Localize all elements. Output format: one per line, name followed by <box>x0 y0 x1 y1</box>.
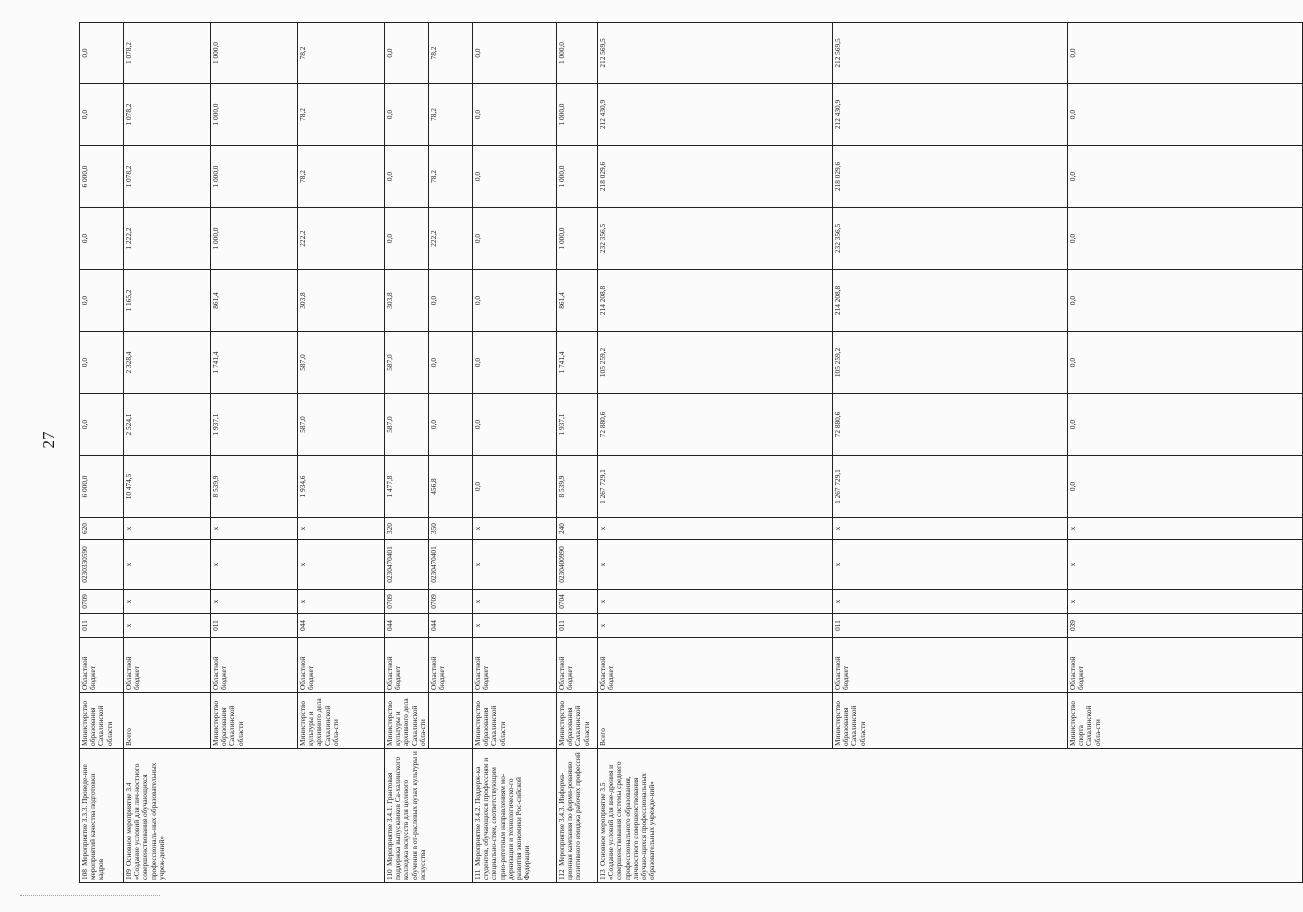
amount-cell: 72 880,6 <box>833 394 1068 456</box>
amount-cell: 0,0 <box>429 394 473 456</box>
funding-source-cell: Областной бюджет <box>833 638 1068 693</box>
amount-cell: 212 430,9 <box>598 84 833 146</box>
amount-cell: 1 000,0 <box>557 208 598 270</box>
row-number: 110 <box>385 869 394 880</box>
row-number: 112 <box>557 869 566 880</box>
grbs-code-cell: x <box>598 614 833 638</box>
amount-cell: 78,2 <box>298 146 385 208</box>
amount-cell: 587,0 <box>298 332 385 394</box>
csr-code-cell: x <box>298 540 385 590</box>
amount-cell: 6 000,0 <box>80 146 124 208</box>
rzpr-code-cell: 0704 <box>557 590 598 614</box>
amount-cell: 0,0 <box>473 208 557 270</box>
amount-cell: 218 029,6 <box>833 146 1068 208</box>
amount-cell: 78,2 <box>298 84 385 146</box>
amount-cell: 1 078,2 <box>124 84 211 146</box>
measure-cell <box>80 749 124 883</box>
amount-cell: 0,0 <box>1068 456 1303 518</box>
amount-cell: 0,0 <box>80 332 124 394</box>
grbs-code-cell: 044 <box>298 614 385 638</box>
measure-cell <box>598 749 1303 883</box>
amount-cell: 0,0 <box>385 208 429 270</box>
amount-cell: 1 934,6 <box>298 456 385 518</box>
amount-cell: 0,0 <box>1068 332 1303 394</box>
amount-cell: 1 477,8 <box>385 456 429 518</box>
executor-cell: Всего <box>124 693 211 749</box>
amount-cell: 456,8 <box>429 456 473 518</box>
amount-cell: 0,0 <box>473 146 557 208</box>
amount-cell: 0,0 <box>473 456 557 518</box>
vr-code-cell: 350 <box>429 518 473 540</box>
measure-name: Основное мероприятие 3.4 «Создание условий для лич-ностного совершенствования обучающихся профессиональ-ных образовательных учреж-дений» <box>124 762 166 880</box>
executor-cell: Министерство культуры и архивного дела Сахалинской обла-сти <box>298 693 385 749</box>
csr-code-cell: 0230330590 <box>80 540 124 590</box>
row-number: 109 <box>124 869 133 880</box>
amount-cell: 0,0 <box>80 84 124 146</box>
row-number: 108 <box>80 869 89 880</box>
amount-cell: 8 539,9 <box>211 456 298 518</box>
vr-code-cell: x <box>1068 518 1303 540</box>
rzpr-code-cell: x <box>833 590 1068 614</box>
amount-cell: 0,0 <box>429 270 473 332</box>
amount-cell: 78,2 <box>298 23 385 84</box>
vr-code-cell: x <box>124 518 211 540</box>
executor-cell: Министерство образования Сахалинской области <box>557 693 598 749</box>
amount-cell: 0,0 <box>1068 270 1303 332</box>
amount-cell: 1 267 729,1 <box>833 456 1068 518</box>
amount-cell: 303,8 <box>298 270 385 332</box>
amount-cell: 212 569,5 <box>598 23 833 84</box>
measure-cell <box>473 749 557 883</box>
amount-cell: 218 029,6 <box>598 146 833 208</box>
amount-cell: 222,2 <box>298 208 385 270</box>
amount-cell: 0,0 <box>80 208 124 270</box>
csr-code-cell: x <box>124 540 211 590</box>
grbs-code-cell: 011 <box>80 614 124 638</box>
amount-cell: 587,0 <box>385 332 429 394</box>
measure-name: Мероприятие 3.3.3. Проведе-ние мероприятий качества подготовки кадров <box>80 764 106 880</box>
csr-code-cell: x <box>833 540 1068 590</box>
csr-code-cell: 0230400990 <box>557 540 598 590</box>
amount-cell: 1 000,0 <box>557 84 598 146</box>
amount-cell: 105 259,2 <box>833 332 1068 394</box>
amount-cell: 0,0 <box>1068 208 1303 270</box>
amount-cell: 0,0 <box>385 23 429 84</box>
amount-cell: 1 078,2 <box>124 146 211 208</box>
amount-cell: 587,0 <box>298 394 385 456</box>
rzpr-code-cell: 0709 <box>385 590 429 614</box>
amount-cell: 0,0 <box>473 332 557 394</box>
funding-source-cell: Областной бюджет <box>298 638 385 693</box>
vr-code-cell: 320 <box>385 518 429 540</box>
csr-code-cell: 0230470401 <box>429 540 473 590</box>
grbs-code-cell: x <box>473 614 557 638</box>
amount-cell: 587,0 <box>385 394 429 456</box>
funding-source-cell: Областной бюджет <box>473 638 557 693</box>
amount-cell: 1 000,0 <box>557 23 598 84</box>
amount-cell: 214 208,8 <box>833 270 1068 332</box>
row-number: 113 <box>598 869 607 880</box>
page-number: 27 <box>39 431 58 449</box>
measure-name: Мероприятие 3.4.2. Поддерж-ка студентов, обучающихся профессиям и специально-стям, соответствующим прио-ритетным направлениям мо-дернизации и технологическо-го развития экономики Рос-сийской Федерации <box>473 757 532 880</box>
amount-cell: 72 880,6 <box>598 394 833 456</box>
budget-table <box>79 22 1303 883</box>
rzpr-code-cell: x <box>211 590 298 614</box>
grbs-code-cell: 011 <box>833 614 1068 638</box>
table-row <box>598 23 833 883</box>
amount-cell: 1 741,4 <box>211 332 298 394</box>
amount-cell: 1 000,0 <box>211 146 298 208</box>
amount-cell: 1 000,0 <box>211 84 298 146</box>
table-row <box>473 23 557 883</box>
amount-cell: 212 430,9 <box>833 84 1068 146</box>
rzpr-code-cell: x <box>298 590 385 614</box>
csr-code-cell: x <box>598 540 833 590</box>
vr-code-cell: 240 <box>557 518 598 540</box>
grbs-code-cell: 011 <box>557 614 598 638</box>
measure-name: Мероприятие 3.4.3. Информа-ционная кампания по форми-рованию позитивного имиджа рабочих профессий <box>557 752 583 880</box>
amount-cell: 78,2 <box>429 84 473 146</box>
vr-code-cell: x <box>211 518 298 540</box>
funding-source-cell: Областной бюджет <box>1068 638 1303 693</box>
funding-source-cell: Областной бюджет <box>557 638 598 693</box>
amount-cell: 303,8 <box>385 270 429 332</box>
grbs-code-cell: x <box>124 614 211 638</box>
executor-cell: Министерство образования Сахалинской области <box>211 693 298 749</box>
rzpr-code-cell: x <box>1068 590 1303 614</box>
page-bottom-rule <box>20 895 160 896</box>
table-row <box>124 23 211 883</box>
amount-cell: 232 356,5 <box>833 208 1068 270</box>
amount-cell: 214 208,8 <box>598 270 833 332</box>
measure-name: Основное мероприятие 3.5 «Создание условий для вне-дрения и совершенствования системы среднего профессионального образования, личностного совершенствования обучаю-щихся профессиональных образовательных учрежде-ний» <box>598 761 657 880</box>
amount-cell: 1 937,1 <box>557 394 598 456</box>
csr-code-cell: 0230470401 <box>385 540 429 590</box>
executor-cell: Всего <box>598 693 833 749</box>
grbs-code-cell: 044 <box>429 614 473 638</box>
vr-code-cell: x <box>473 518 557 540</box>
amount-cell: 0,0 <box>1068 146 1303 208</box>
table-row <box>557 23 598 883</box>
amount-cell: 1 937,1 <box>211 394 298 456</box>
executor-cell: Министерство образования Сахалинской области <box>473 693 557 749</box>
measure-cell <box>124 749 385 883</box>
csr-code-cell: x <box>473 540 557 590</box>
amount-cell: 222,2 <box>429 208 473 270</box>
amount-cell: 0,0 <box>473 23 557 84</box>
funding-source-cell: Областной бюджет <box>211 638 298 693</box>
budget-table-sheet <box>79 23 1102 883</box>
amount-cell: 861,4 <box>211 270 298 332</box>
vr-code-cell: x <box>833 518 1068 540</box>
amount-cell: 0,0 <box>473 270 557 332</box>
amount-cell: 1 222,2 <box>124 208 211 270</box>
grbs-code-cell: 011 <box>211 614 298 638</box>
funding-source-cell: Областной бюджет <box>80 638 124 693</box>
amount-cell: 0,0 <box>80 394 124 456</box>
rzpr-code-cell: x <box>124 590 211 614</box>
amount-cell: 0,0 <box>429 332 473 394</box>
funding-source-cell: Областной бюджет <box>385 638 429 693</box>
rzpr-code-cell: 0709 <box>429 590 473 614</box>
amount-cell: 0,0 <box>473 394 557 456</box>
amount-cell: 232 356,5 <box>598 208 833 270</box>
amount-cell: 1 000,0 <box>557 146 598 208</box>
measure-cell <box>385 749 473 883</box>
amount-cell: 0,0 <box>385 84 429 146</box>
amount-cell: 212 569,5 <box>833 23 1068 84</box>
vr-code-cell: x <box>298 518 385 540</box>
amount-cell: 1 741,4 <box>557 332 598 394</box>
amount-cell: 78,2 <box>429 146 473 208</box>
csr-code-cell: x <box>1068 540 1303 590</box>
amount-cell: 861,4 <box>557 270 598 332</box>
amount-cell: 0,0 <box>473 84 557 146</box>
funding-source-cell: Областной бюджет <box>598 638 833 693</box>
executor-cell: Министерство образования Сахалинской области <box>833 693 1068 749</box>
rzpr-code-cell: x <box>473 590 557 614</box>
amount-cell: 0,0 <box>385 146 429 208</box>
funding-source-cell: Областной бюджет <box>124 638 211 693</box>
amount-cell: 105 259,2 <box>598 332 833 394</box>
amount-cell: 0,0 <box>1068 84 1303 146</box>
amount-cell: 2 524,1 <box>124 394 211 456</box>
executor-cell: Министерство культуры и архивного дела Сахалинской обла-сти <box>385 693 429 749</box>
amount-cell: 0,0 <box>80 270 124 332</box>
measure-cell <box>557 749 598 883</box>
table-row <box>80 23 124 883</box>
amount-cell: 1 267 729,1 <box>598 456 833 518</box>
funding-source-cell: Областной бюджет <box>429 638 473 693</box>
amount-cell: 0,0 <box>1068 394 1303 456</box>
amount-cell: 1 000,0 <box>211 23 298 84</box>
amount-cell: 8 539,9 <box>557 456 598 518</box>
vr-code-cell: 620 <box>80 518 124 540</box>
vr-code-cell: x <box>598 518 833 540</box>
amount-cell: 0,0 <box>1068 23 1303 84</box>
amount-cell: 1 000,0 <box>211 208 298 270</box>
grbs-code-cell: 039 <box>1068 614 1303 638</box>
rzpr-code-cell: x <box>598 590 833 614</box>
csr-code-cell: x <box>211 540 298 590</box>
amount-cell: 1 078,2 <box>124 23 211 84</box>
amount-cell: 2 328,4 <box>124 332 211 394</box>
row-number: 111 <box>473 869 482 880</box>
amount-cell: 1 165,2 <box>124 270 211 332</box>
rzpr-code-cell: 0709 <box>80 590 124 614</box>
grbs-code-cell: 044 <box>385 614 429 638</box>
amount-cell: 6 000,0 <box>80 456 124 518</box>
amount-cell: 0,0 <box>80 23 124 84</box>
executor-cell: Министерство образования Сахалинской области <box>80 693 124 749</box>
table-row <box>385 23 429 883</box>
executor-cell: Министерство спорта Сахалинской обла-сти <box>1068 693 1303 749</box>
amount-cell: 10 474,5 <box>124 456 211 518</box>
executor-cell <box>429 693 473 749</box>
amount-cell: 78,2 <box>429 23 473 84</box>
measure-name: Мероприятие 3.4.1. Грантовая поддержка выпускников Са-халинского колледжа искусств для целевого обучения в от-раслевых вузах культуры и искусства <box>385 751 427 880</box>
